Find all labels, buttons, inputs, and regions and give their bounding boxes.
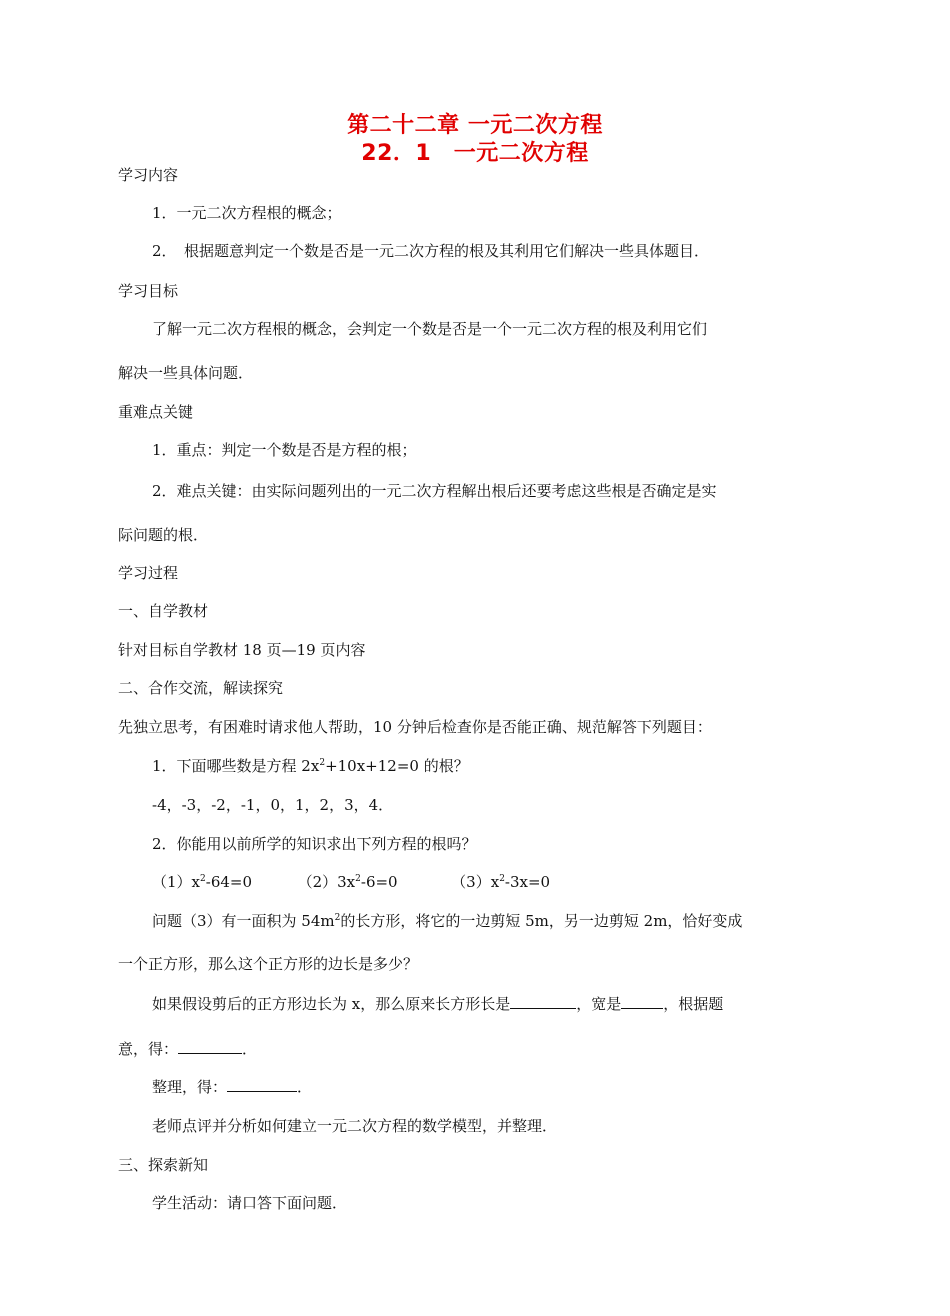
equation-2: $(2)3x^2-6=0$ [297,873,398,891]
arranged-equation-blank[interactable] [227,1077,297,1092]
goal-text-1: 了解一元二次方程根的概念，会判定一个数是否是一个一元二次方程的根及利用它们 [152,320,708,338]
width-blank[interactable] [621,994,663,1009]
section-2-heading: 二、合作交流，解读探究 [118,679,284,697]
section-1-text: 针对目标自学教材 18 页—19 页内容 [118,641,366,659]
heading-key: 重难点关键 [118,403,194,421]
key-item-1: 1．重点：判定一个数是否是方程的根； [152,441,417,459]
section-title: 22．1 一元二次方程 [361,141,589,166]
problem-3: 问题（3）有一面积为 $54m^2$的长方形，将它的一边剪短 5m，另一边剪短 2m，恰好变成 [152,912,743,930]
key-item-2-cont: 际问题的根． [118,526,209,544]
length-blank[interactable] [510,994,576,1009]
section-2-text: 先独立思考，有困难时请求他人帮助，10 分钟后检查你是否能正确、规范解答下列题目： [118,718,712,736]
key-item-2: 2．难点关键：由实际问题列出的一元二次方程解出根后还要考虑这些根是否确定是实 [152,482,717,500]
content-item-2: 2． 根据题意判定一个数是否是一元二次方程的根及其利用它们解决一些具体题目． [152,242,710,260]
content-item-1: 1．一元二次方程根的概念； [152,204,342,222]
chapter-title: 第二十二章 一元二次方程 [347,113,603,138]
question-1-numbers: -4，-3，-2，-1，0，1，2，3，4． [152,796,394,814]
equation-1: $(1)x^2-64=0$ [152,873,253,891]
section-1-heading: 一、自学教材 [118,602,209,620]
goal-text-2: 解决一些具体问题． [118,364,254,382]
heading-process: 学习过程 [118,564,179,582]
student-activity: 学生活动：请口答下面问题． [152,1194,348,1212]
heading-goal: 学习目标 [118,282,179,300]
equation-blank[interactable] [178,1039,242,1054]
assumption-line-2: 意，得： ． [118,1040,258,1058]
problem-3-cont: 一个正方形，那么这个正方形的边长是多少？ [118,955,419,973]
arrange-line: 整理，得： ． [152,1078,313,1096]
assumption-line: 如果假设剪后的正方形边长为 x，那么原来长方形长是 ，宽是 ，根据题 [152,995,724,1013]
question-1: 1．下面哪些数是方程 $2x^2+10x+12=0$ 的根？ [152,757,469,775]
heading-content: 学习内容 [118,166,179,184]
section-3-heading: 三、探索新知 [118,1156,209,1174]
teacher-comment: 老师点评并分析如何建立一元二次方程的数学模型，并整理． [152,1117,558,1135]
question-2: 2．你能用以前所学的知识求出下列方程的根吗？ [152,835,477,853]
equation-3: $(3)x^2-3x=0$ [451,873,551,891]
equation-list [152,872,550,892]
